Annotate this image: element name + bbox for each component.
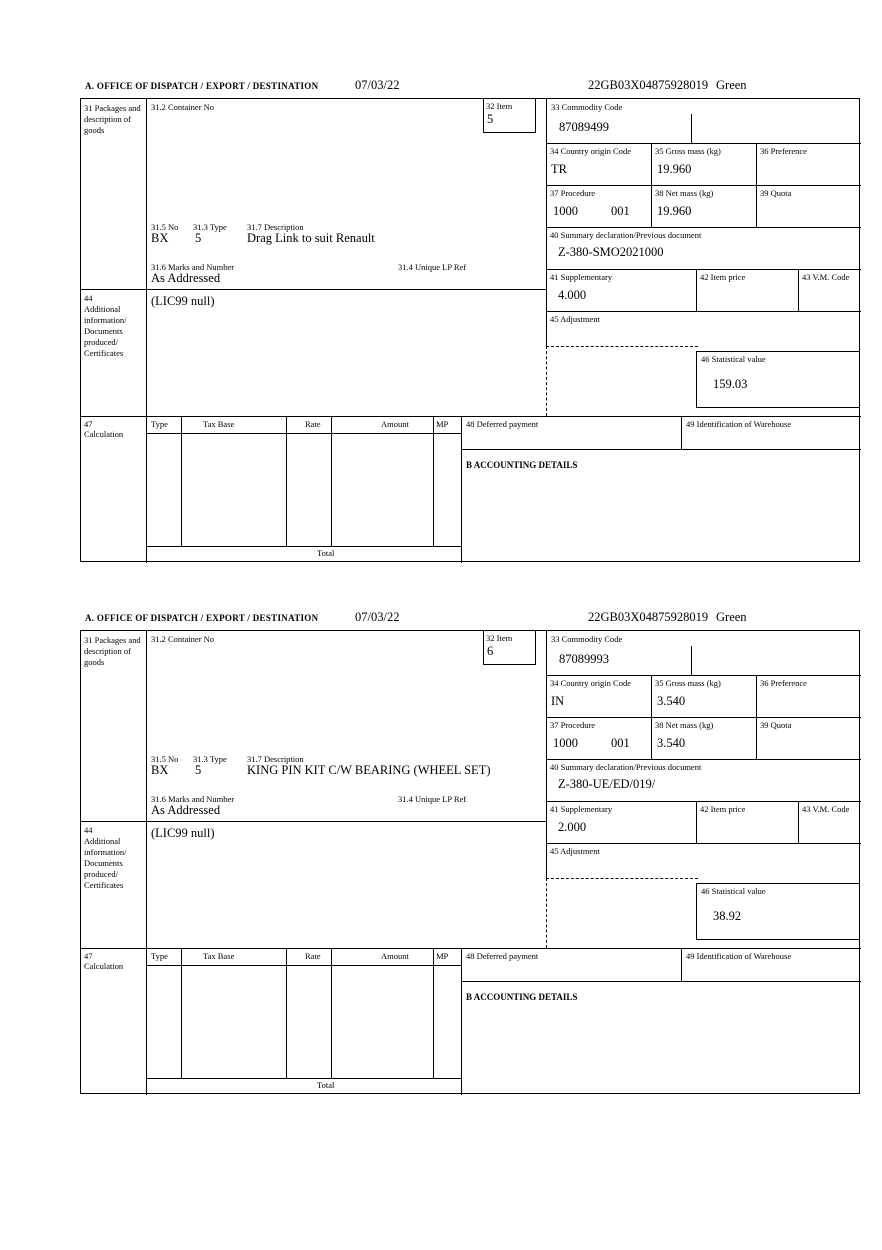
box42-item-price-label: 42 Item price: [700, 272, 746, 282]
item-detail-box: [80, 630, 860, 1094]
marks-value: As Addressed: [151, 271, 221, 285]
form-rule: [681, 948, 682, 981]
form-rule: [461, 948, 462, 1095]
form-rule: [181, 416, 182, 546]
form-rule: [651, 143, 652, 227]
procedure-value: 1000: [553, 204, 578, 218]
column-mp-label: MP: [436, 951, 449, 961]
box31-6-marks-label: 31.6 Marks and Number: [151, 262, 235, 272]
box46-statistical-value-label: 46 Statistical value: [701, 886, 766, 896]
box33-commodity-code-label: 33 Commodity Code: [551, 634, 623, 644]
column-type-label: Type: [151, 419, 168, 429]
form-rule: [546, 269, 861, 270]
package-code-value: BX: [151, 763, 169, 777]
box44-number-label: 44: [84, 825, 93, 835]
form-rule: [798, 269, 799, 311]
country-origin-value: TR: [551, 162, 567, 176]
form-rule: [461, 449, 861, 450]
goods-description-value: KING PIN KIT C/W BEARING (WHEEL SET): [247, 763, 491, 777]
form-rule: [651, 675, 652, 759]
box45-adjustment-label: 45 Adjustment: [550, 314, 600, 324]
form-rule: [146, 546, 461, 547]
form-rule: [546, 311, 861, 312]
box31-5-no-label: 31.5 No: [151, 222, 179, 232]
box36-preference-label: 36 Preference: [760, 146, 807, 156]
column-mp-label: MP: [436, 419, 449, 429]
form-rule: [146, 965, 461, 966]
form-rule: [433, 416, 434, 546]
form-rule: [146, 99, 147, 563]
form-rule-dashed: [546, 346, 547, 416]
country-origin-value: IN: [551, 694, 565, 708]
form-rule: [461, 416, 462, 563]
box31-3-type-label: 31.3 Type: [193, 222, 227, 232]
routing-status: Green: [716, 78, 747, 92]
box34-country-origin-label: 34 Country origin Code: [550, 678, 631, 688]
column-type-label: Type: [151, 951, 168, 961]
form-rule: [331, 948, 332, 1078]
dispatch-date: 07/03/22: [355, 610, 400, 624]
declaration-item-section: [80, 610, 861, 1096]
supplementary-units-value: 2.000: [558, 820, 587, 834]
box31-packages-label: 31 Packages and description of goods: [84, 635, 141, 668]
form-rule: [331, 416, 332, 546]
column-tax-base-label: Tax Base: [203, 419, 235, 429]
form-rule-dashed: [546, 878, 547, 948]
procedure-value: 1000: [553, 736, 578, 750]
supplementary-units-value: 4.000: [558, 288, 587, 302]
column-amount-label: Amount: [381, 951, 409, 961]
office-of-dispatch-heading: A. OFFICE OF DISPATCH / EXPORT / DESTINATION: [85, 613, 319, 623]
box38-net-mass-label: 38 Net mass (kg): [655, 188, 714, 198]
column-rate-label: Rate: [305, 419, 321, 429]
package-type-value: 5: [195, 763, 202, 777]
form-rule: [546, 631, 547, 878]
box41-supplementary-label: 41 Supplementary: [550, 272, 613, 282]
net-mass-value: 19.960: [657, 204, 692, 218]
office-of-dispatch-heading: A. OFFICE OF DISPATCH / EXPORT / DESTINATION: [85, 81, 319, 91]
box47-calculation-label: Calculation: [84, 961, 124, 971]
column-rate-label: Rate: [305, 951, 321, 961]
form-rule: [681, 416, 682, 449]
box45-adjustment-label: 45 Adjustment: [550, 846, 600, 856]
box39-quota-label: 39 Quota: [760, 188, 792, 198]
form-rule: [546, 843, 861, 844]
form-rule: [546, 759, 861, 760]
item-number-value: 5: [487, 112, 494, 126]
form-rule: [798, 801, 799, 843]
accounting-details-label: B ACCOUNTING DETAILS: [466, 460, 578, 470]
net-mass-value: 3.540: [657, 736, 686, 750]
box44-number-label: 44: [84, 293, 93, 303]
box31-3-type-label: 31.3 Type: [193, 754, 227, 764]
form-rule: [286, 416, 287, 546]
form-rule: [546, 801, 861, 802]
box48-deferred-payment-label: 48 Deferred payment: [466, 419, 539, 429]
marks-value: As Addressed: [151, 803, 221, 817]
box47-number-label: 47: [84, 951, 93, 961]
movement-reference-number: 22GB03X04875928019: [588, 78, 709, 92]
commodity-code-value: 87089993: [559, 652, 609, 666]
box40-summary-declaration-label: 40 Summary declaration/Previous document: [550, 230, 702, 240]
box31-4-unique-lp-label: 31.4 Unique LP Ref: [398, 262, 467, 272]
goods-description-value: Drag Link to suit Renault: [247, 231, 375, 245]
box47-calculation-label: Calculation: [84, 429, 124, 439]
box33-commodity-code-label: 33 Commodity Code: [551, 102, 623, 112]
box31-6-marks-label: 31.6 Marks and Number: [151, 794, 235, 804]
declaration-item-section: [80, 78, 861, 564]
form-rule: [696, 801, 697, 843]
form-rule: [461, 981, 861, 982]
box37-procedure-label: 37 Procedure: [550, 188, 596, 198]
movement-reference-number: 22GB03X04875928019: [588, 610, 709, 624]
accounting-details-label: B ACCOUNTING DETAILS: [466, 992, 578, 1002]
box43-vm-code-label: 43 V.M. Code: [802, 804, 850, 814]
box43-vm-code-label: 43 V.M. Code: [802, 272, 850, 282]
form-rule: [146, 433, 461, 434]
form-rule: [546, 185, 861, 186]
form-rule: [81, 289, 546, 290]
box42-item-price-label: 42 Item price: [700, 804, 746, 814]
box31-2-container-label: 31.2 Container No: [151, 102, 215, 112]
form-rule: [546, 143, 861, 144]
form-rule: [546, 99, 547, 346]
column-tax-base-label: Tax Base: [203, 951, 235, 961]
form-rule: [756, 143, 757, 227]
dispatch-date: 07/03/22: [355, 78, 400, 92]
form-rule: [146, 631, 147, 1095]
form-rule: [146, 1078, 461, 1079]
package-type-value: 5: [195, 231, 202, 245]
additional-info-value: (LIC99 null): [151, 294, 215, 308]
box48-deferred-payment-label: 48 Deferred payment: [466, 951, 539, 961]
box36-preference-label: 36 Preference: [760, 678, 807, 688]
gross-mass-value: 19.960: [657, 162, 692, 176]
box31-7-description-label: 31.7 Description: [247, 754, 304, 764]
box37-procedure-label: 37 Procedure: [550, 720, 596, 730]
box34-country-origin-label: 34 Country origin Code: [550, 146, 631, 156]
box32-item-label: 32 Item: [486, 633, 513, 643]
form-rule-dashed: [546, 878, 698, 879]
procedure-additional-value: 001: [611, 736, 630, 750]
form-rule: [691, 114, 692, 143]
box49-warehouse-label: 49 Identification of Warehouse: [686, 419, 792, 429]
box49-warehouse-label: 49 Identification of Warehouse: [686, 951, 792, 961]
box44-additional-info-label: Additional information/ Documents produced/ Certificates: [84, 304, 127, 359]
item-detail-box: [80, 98, 860, 562]
form-rule: [286, 948, 287, 1078]
previous-document-value: Z-380-UE/ED/019/: [558, 777, 656, 791]
box31-7-description-label: 31.7 Description: [247, 222, 304, 232]
box41-supplementary-label: 41 Supplementary: [550, 804, 613, 814]
form-rule: [546, 227, 861, 228]
package-code-value: BX: [151, 231, 169, 245]
form-rule: [756, 675, 757, 759]
box31-packages-label: 31 Packages and description of goods: [84, 103, 141, 136]
total-label: Total: [317, 548, 335, 558]
commodity-code-value: 87089499: [559, 120, 609, 134]
form-rule: [696, 269, 697, 311]
box40-summary-declaration-label: 40 Summary declaration/Previous document: [550, 762, 702, 772]
form-rule-dashed: [546, 346, 698, 347]
box35-gross-mass-label: 35 Gross mass (kg): [655, 146, 721, 156]
box32-item-label: 32 Item: [486, 101, 513, 111]
box44-additional-info-label: Additional information/ Documents produced/ Certificates: [84, 836, 127, 891]
total-label: Total: [317, 1080, 335, 1090]
statistical-value: 159.03: [713, 377, 748, 391]
gross-mass-value: 3.540: [657, 694, 686, 708]
form-rule: [81, 948, 861, 949]
form-rule: [546, 675, 861, 676]
box47-number-label: 47: [84, 419, 93, 429]
column-amount-label: Amount: [381, 419, 409, 429]
form-rule: [546, 717, 861, 718]
form-rule: [433, 948, 434, 1078]
additional-info-value: (LIC99 null): [151, 826, 215, 840]
box31-5-no-label: 31.5 No: [151, 754, 179, 764]
box38-net-mass-label: 38 Net mass (kg): [655, 720, 714, 730]
box31-2-container-label: 31.2 Container No: [151, 634, 215, 644]
item-number-value: 6: [487, 644, 494, 658]
form-rule: [81, 416, 861, 417]
box46-statistical-value-label: 46 Statistical value: [701, 354, 766, 364]
box31-4-unique-lp-label: 31.4 Unique LP Ref: [398, 794, 467, 804]
box39-quota-label: 39 Quota: [760, 720, 792, 730]
form-rule: [691, 646, 692, 675]
routing-status: Green: [716, 610, 747, 624]
procedure-additional-value: 001: [611, 204, 630, 218]
statistical-value: 38.92: [713, 909, 742, 923]
previous-document-value: Z-380-SMO2021000: [558, 245, 664, 259]
box35-gross-mass-label: 35 Gross mass (kg): [655, 678, 721, 688]
form-rule: [181, 948, 182, 1078]
form-rule: [81, 821, 546, 822]
